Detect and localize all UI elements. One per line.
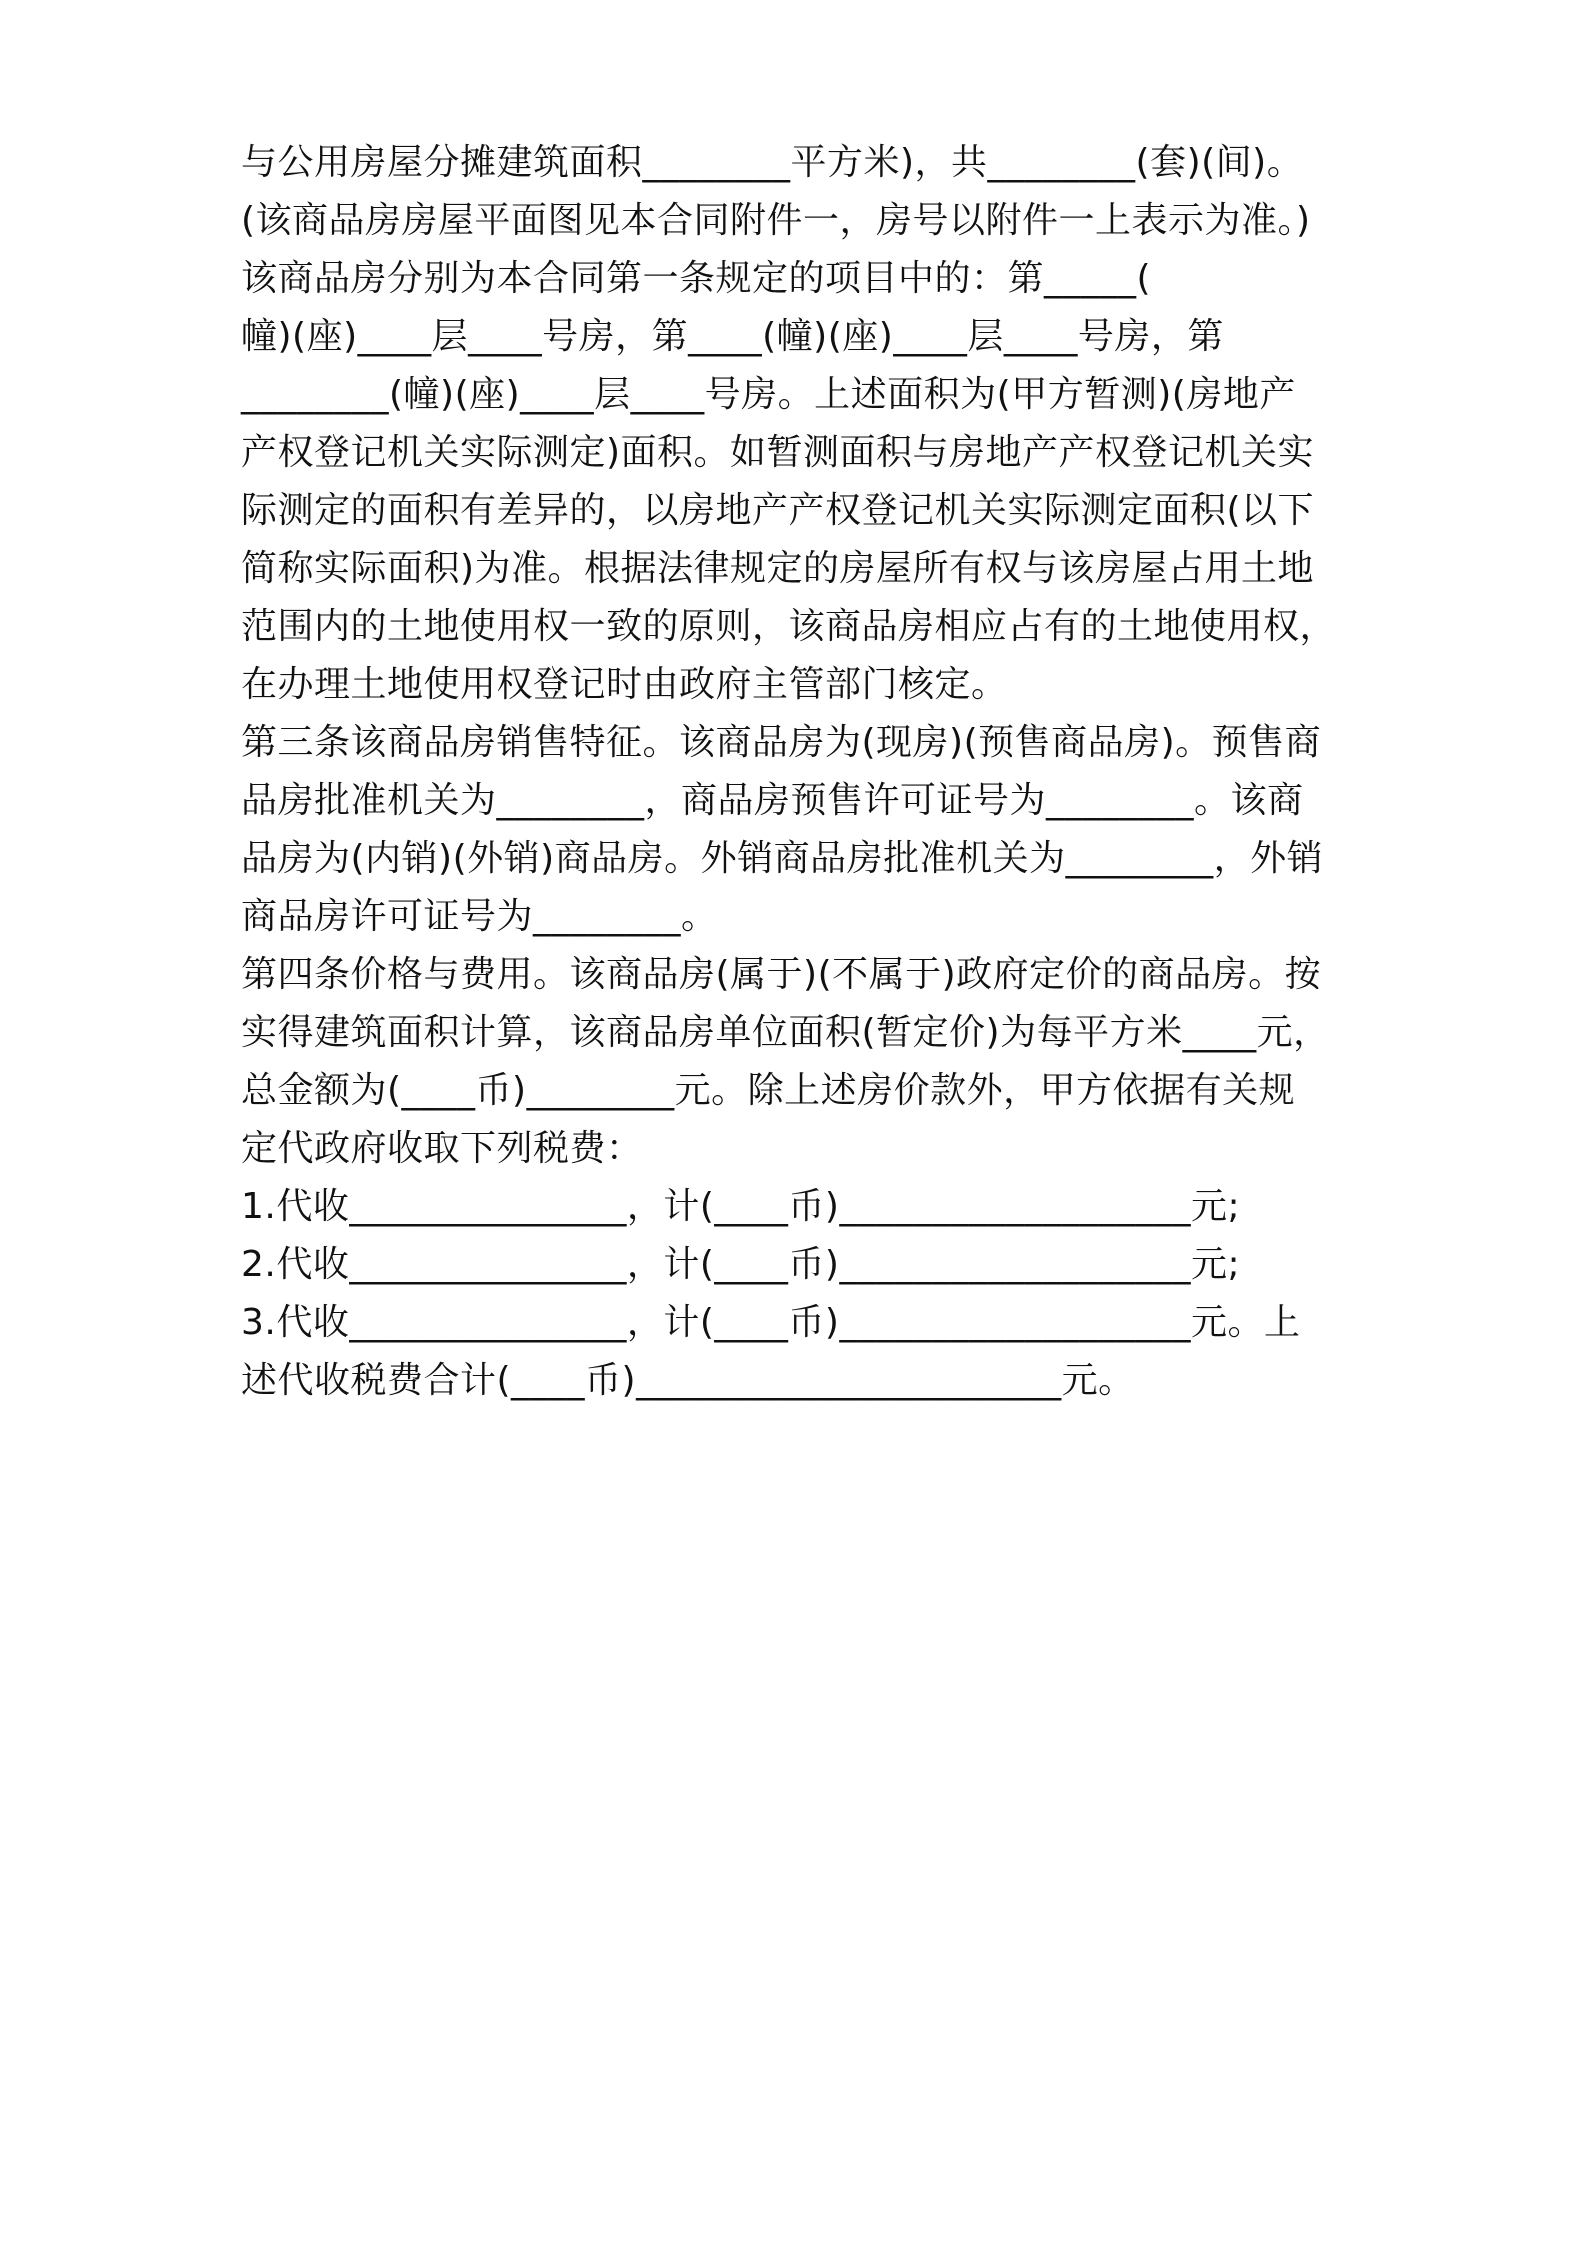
text-line: 总金额为(____币)________元。除上述房价款外，甲方依据有关规 [241,1070,1296,1111]
text-line: 际测定的面积有差异的，以房地产产权登记机关实际测定面积(以下 [241,490,1315,531]
text-line: 简称实际面积)为准。根据法律规定的房屋所有权与该房屋占用土地 [241,548,1315,589]
text-line: 定代政府收取下列税费： [241,1128,643,1169]
text-line: 该商品房分别为本合同第一条规定的项目中的：第_____( [241,258,1152,299]
text-line: 第三条该商品房销售特征。该商品房为(现房)(预售商品房)。预售商 [241,722,1322,763]
text-line: 在办理土地使用权登记时由政府主管部门核定。 [241,664,1008,705]
text-line: 3.代收_______________，计(____币)___________________元。上 [241,1302,1301,1343]
text-line: 第四条价格与费用。该商品房(属于)(不属于)政府定价的商品房。按 [241,954,1322,995]
text-line: 品房批准机关为________，商品房预售许可证号为________。该商 [241,780,1304,821]
text-line: 实得建筑面积计算，该商品房单位面积(暂定价)为每平方米____元， [241,1012,1330,1053]
text-line: (该商品房房屋平面图见本合同附件一，房号以附件一上表示为准。) [241,200,1311,241]
text-line: 商品房许可证号为________。 [241,896,718,937]
text-line: 范围内的土地使用权一致的原则，该商品房相应占有的土地使用权， [241,606,1337,647]
text-line: 2.代收_______________，计(____币)___________________元; [241,1244,1241,1285]
text-line: 产权登记机关实际测定)面积。如暂测面积与房地产产权登记机关实 [241,432,1315,473]
text-line: 与公用房屋分摊建筑面积________平方米)，共________(套)(间)。 [241,142,1304,183]
text-line: 述代收税费合计(____币)_______________________元。 [241,1360,1135,1401]
text-line: 1.代收_______________，计(____币)___________________元; [241,1186,1241,1227]
text-line: 品房为(内销)(外销)商品房。外销商品房批准机关为________，外销 [241,838,1324,879]
text-line: ________(幢)(座)____层____号房。上述面积为(甲方暂测)(房地产 [241,374,1296,415]
text-line: 幢)(座)____层____号房，第____(幢)(座)____层____号房，第 [241,316,1224,357]
